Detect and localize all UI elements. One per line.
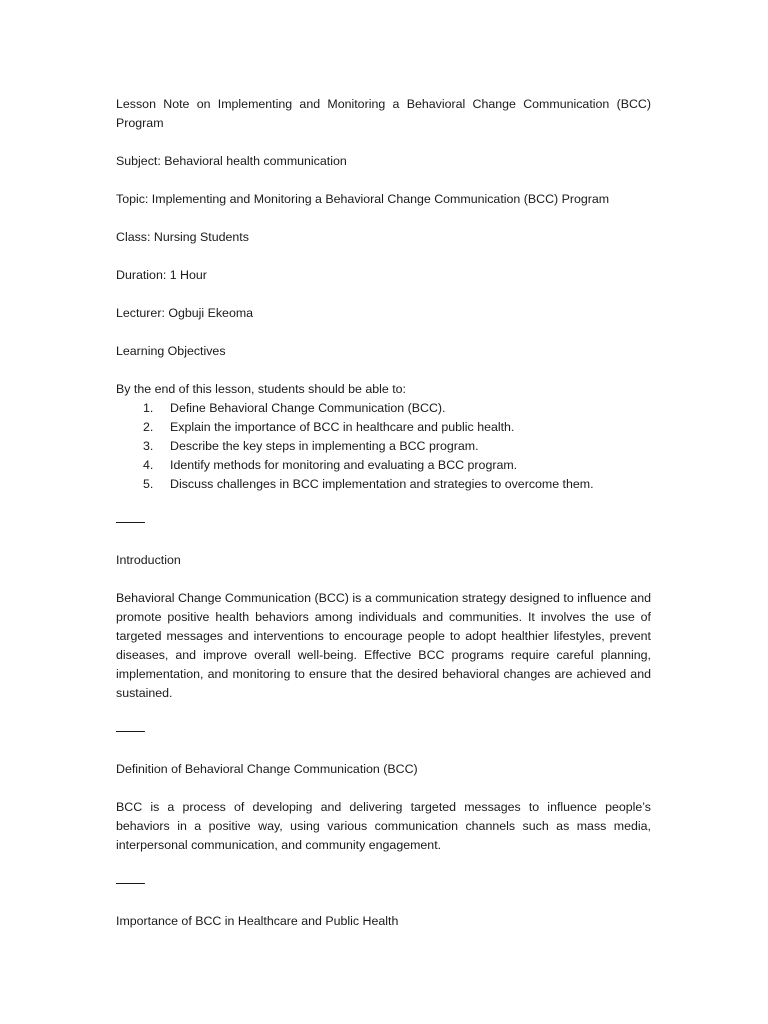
class-line: Class: Nursing Students [116,230,249,244]
introduction-paragraph: Behavioral Change Communication (BCC) is a communication strategy designed to influence and promote positive health behaviors among individuals and communities. It involves the use of targeted messages and interventions to encourage people to adopt healthier lifestyles, prevent diseases, and improve overall well-being. Effective BCC programs require careful planning, implementation, and monitoring to ensure that the desired behavioral changes are achieved and sustained. [116,591,651,700]
list-item-text: Discuss challenges in BCC implementation and strategies to overcome them. [170,477,594,491]
list-item-number: 2. [143,420,154,434]
list-item [116,418,651,437]
list-item-text: Describe the key steps in implementing a BCC program. [170,439,479,453]
definition-paragraph: BCC is a process of developing and delivering targeted messages to influence people’s behaviors in a positive way, using various communication channels such as mass media, interpersonal communication, and community engagement. [116,800,651,852]
list-item [116,399,651,418]
topic-line: Topic: Implementing and Monitoring a Behavioral Change Communication (BCC) Program [116,192,610,206]
document-body [116,95,651,931]
list-item-number: 1. [143,401,154,415]
objectives-list [116,399,651,494]
section-divider [116,522,145,523]
section-divider [116,731,145,732]
list-item-number: 3. [143,439,154,453]
subject-line: Subject: Behavioral health communication [116,154,347,168]
objectives-intro: By the end of this lesson, students should be able to: [116,382,406,396]
list-item-text: Explain the importance of BCC in healthcare and public health. [170,420,515,434]
list-item-text: Define Behavioral Change Communication (BCC). [170,401,446,415]
document-title: Lesson Note on Implementing and Monitoring a Behavioral Change Communication (BCC) Program [116,97,651,130]
lecturer-line: Lecturer: Ogbuji Ekeoma [116,306,254,320]
importance-heading: Importance of BCC in Healthcare and Public Health [116,914,399,928]
list-item [116,456,651,475]
duration-line: Duration: 1 Hour [116,268,207,282]
list-item-number: 5. [143,477,154,491]
introduction-heading: Introduction [116,553,181,567]
list-item-number: 4. [143,458,154,472]
definition-heading: Definition of Behavioral Change Communication (BCC) [116,762,418,776]
list-item [116,437,651,456]
objectives-heading: Learning Objectives [116,344,226,358]
list-item-text: Identify methods for monitoring and evaluating a BCC program. [170,458,518,472]
section-divider [116,883,145,884]
list-item [116,475,651,494]
